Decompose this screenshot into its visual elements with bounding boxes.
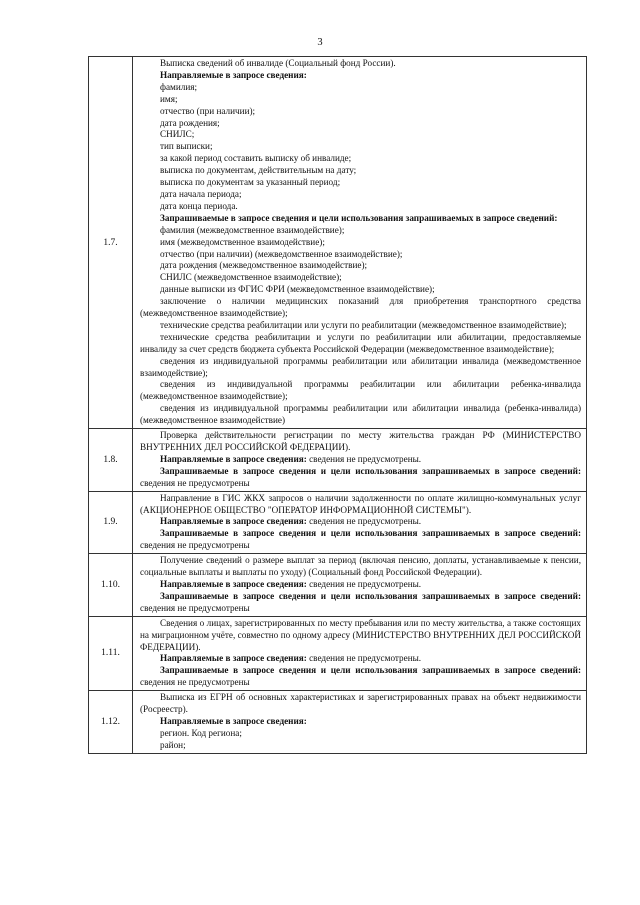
list-item: тип выписки; — [160, 141, 213, 152]
row-content — [133, 57, 587, 429]
row-content — [133, 691, 587, 754]
list-item: дата конца периода. — [160, 200, 238, 211]
sent-heading: Направляемые в запросе сведения: — [160, 715, 307, 726]
service-title: Направление в ГИС ЖКХ запросов о наличии задолженности по оплате жилищно-коммунальных услуг (АКЦИОНЕРНОЕ ОБЩЕСТВО "ОПЕРАТОР ИНФОРМАЦИОННОЙ СИСТЕМЫ"). — [140, 492, 581, 515]
row-number: 1.12. — [89, 691, 133, 754]
list-item: дата рождения; — [160, 117, 220, 128]
requested-value: сведения не предусмотрены — [140, 602, 250, 613]
row-content — [133, 429, 587, 492]
row-number: 1.7. — [89, 57, 133, 429]
table-row-1-10 — [89, 554, 587, 617]
requested-value: сведения не предусмотрены — [140, 677, 250, 688]
list-item: технические средства реабилитации и услуги по реабилитации или абилитации, предоставляемые инвалиду за счет средств бюджета субъекта Российской Федерации (межведомственное взаимодействие); — [140, 331, 581, 354]
service-title: Выписка сведений об инвалиде (Социальный фонд России). — [160, 58, 396, 68]
sent-heading: Направляемые в запросе сведения: — [160, 653, 307, 664]
list-item: дата начала периода; — [160, 188, 242, 199]
requested-heading: Запрашиваемые в запросе сведения и цели использования запрашиваемых в запросе сведений: — [160, 665, 581, 676]
table-row-1-12 — [89, 691, 587, 754]
sent-heading: Направляемые в запросе сведения: — [160, 578, 307, 589]
row-number: 1.9. — [89, 491, 133, 554]
list-item: сведения из индивидуальной программы реабилитации или абилитации инвалида (ребенка-инвалида) (межведомственное взаимодействие) — [140, 403, 581, 426]
sent-value: сведения не предусмотрены. — [306, 653, 422, 664]
service-title: Проверка действительности регистрации по месту жительства граждан РФ (МИНИСТЕРСТВО ВНУТРЕННИХ ДЕЛ РОССИЙСКОЙ ФЕДЕРАЦИИ). — [140, 430, 581, 452]
list-item: фамилия; — [160, 81, 198, 92]
service-title: Сведения о лицах, зарегистрированных по месту пребывания или по месту жительства, а также состоящих на миграционном учёте, совместно по одному адресу (МИНИСТЕРСТВО ВНУТРЕННИХ ДЕЛ РОССИЙСКОЙ ФЕДЕРАЦИИ). — [140, 617, 581, 652]
sent-heading: Направляемые в запросе сведения: — [160, 69, 307, 80]
list-item: СНИЛС; — [160, 129, 195, 140]
table-row-1-7 — [89, 57, 587, 429]
list-item: дата рождения (межведомственное взаимодействие); — [160, 260, 368, 271]
table-row-1-8 — [89, 429, 587, 492]
page-number: 3 — [317, 37, 323, 48]
list-item: за какой период составить выписку об инвалиде; — [160, 153, 352, 164]
list-item: выписка по документам за указанный период; — [160, 177, 341, 188]
list-item: отчество (при наличии); — [160, 105, 256, 116]
service-title: Получение сведений о размере выплат за период (включая пенсию, доплаты, устанавливаемые к пенсии, социальные выплаты и выплаты по уходу) (Социальный фонд Российской Федерации). — [140, 555, 581, 578]
list-item: фамилия (межведомственное взаимодействие); — [160, 224, 345, 235]
requested-heading: Запрашиваемые в запросе сведения и цели использования запрашиваемых в запросе сведений: — [160, 465, 581, 476]
list-item: район; — [160, 739, 186, 750]
requested-heading: Запрашиваемые в запросе сведения и цели использования запрашиваемых в запросе сведений: — [160, 590, 581, 601]
requested-value: сведения не предусмотрены — [140, 540, 250, 551]
list-item: имя; — [160, 93, 178, 104]
list-item: регион. Код региона; — [160, 727, 242, 738]
list-item: СНИЛС (межведомственное взаимодействие); — [160, 272, 342, 283]
list-item: заключение о наличии медицинских показаний для приобретения транспортного средства (межведомственное взаимодействие); — [140, 296, 581, 319]
sent-value: сведения не предусмотрены. — [306, 578, 422, 589]
row-content — [133, 491, 587, 554]
requested-heading: Запрашиваемые в запросе сведения и цели использования запрашиваемых в запросе сведений: — [160, 212, 558, 223]
list-item: сведения из индивидуальной программы реабилитации или абилитации ребенка-инвалида (межведомственное взаимодействие); — [140, 379, 581, 402]
table-row-1-11 — [89, 616, 587, 690]
sent-heading: Направляемые в запросе сведения: — [160, 516, 307, 527]
row-number: 1.8. — [89, 429, 133, 492]
list-item: технические средства реабилитации или услуги по реабилитации (межведомственное взаимодействие); — [160, 319, 567, 330]
list-item: выписка по документам, действительным на дату; — [160, 165, 357, 176]
list-item: сведения из индивидуальной программы реабилитации или абилитации инвалида (межведомственное взаимодействие); — [140, 355, 581, 378]
row-content — [133, 554, 587, 617]
sent-value: сведения не предусмотрены. — [306, 453, 422, 464]
row-number: 1.10. — [89, 554, 133, 617]
list-item: имя (межведомственное взаимодействие); — [160, 236, 325, 247]
sent-heading: Направляемые в запросе сведения: — [160, 453, 307, 464]
list-item: отчество (при наличии) (межведомственное взаимодействие); — [160, 248, 403, 259]
table-row-1-9 — [89, 491, 587, 554]
row-number: 1.11. — [89, 616, 133, 690]
sent-value: сведения не предусмотрены. — [306, 516, 422, 527]
requested-value: сведения не предусмотрены — [140, 477, 250, 488]
service-title: Выписка из ЕГРН об основных характеристиках и зарегистрированных правах на объект недвижимости (Росреестр). — [140, 692, 581, 715]
row-content — [133, 616, 587, 690]
services-table — [88, 56, 587, 754]
list-item: данные выписки из ФГИС ФРИ (межведомственное взаимодействие); — [160, 284, 435, 295]
requested-heading: Запрашиваемые в запросе сведения и цели использования запрашиваемых в запросе сведений: — [160, 528, 581, 539]
